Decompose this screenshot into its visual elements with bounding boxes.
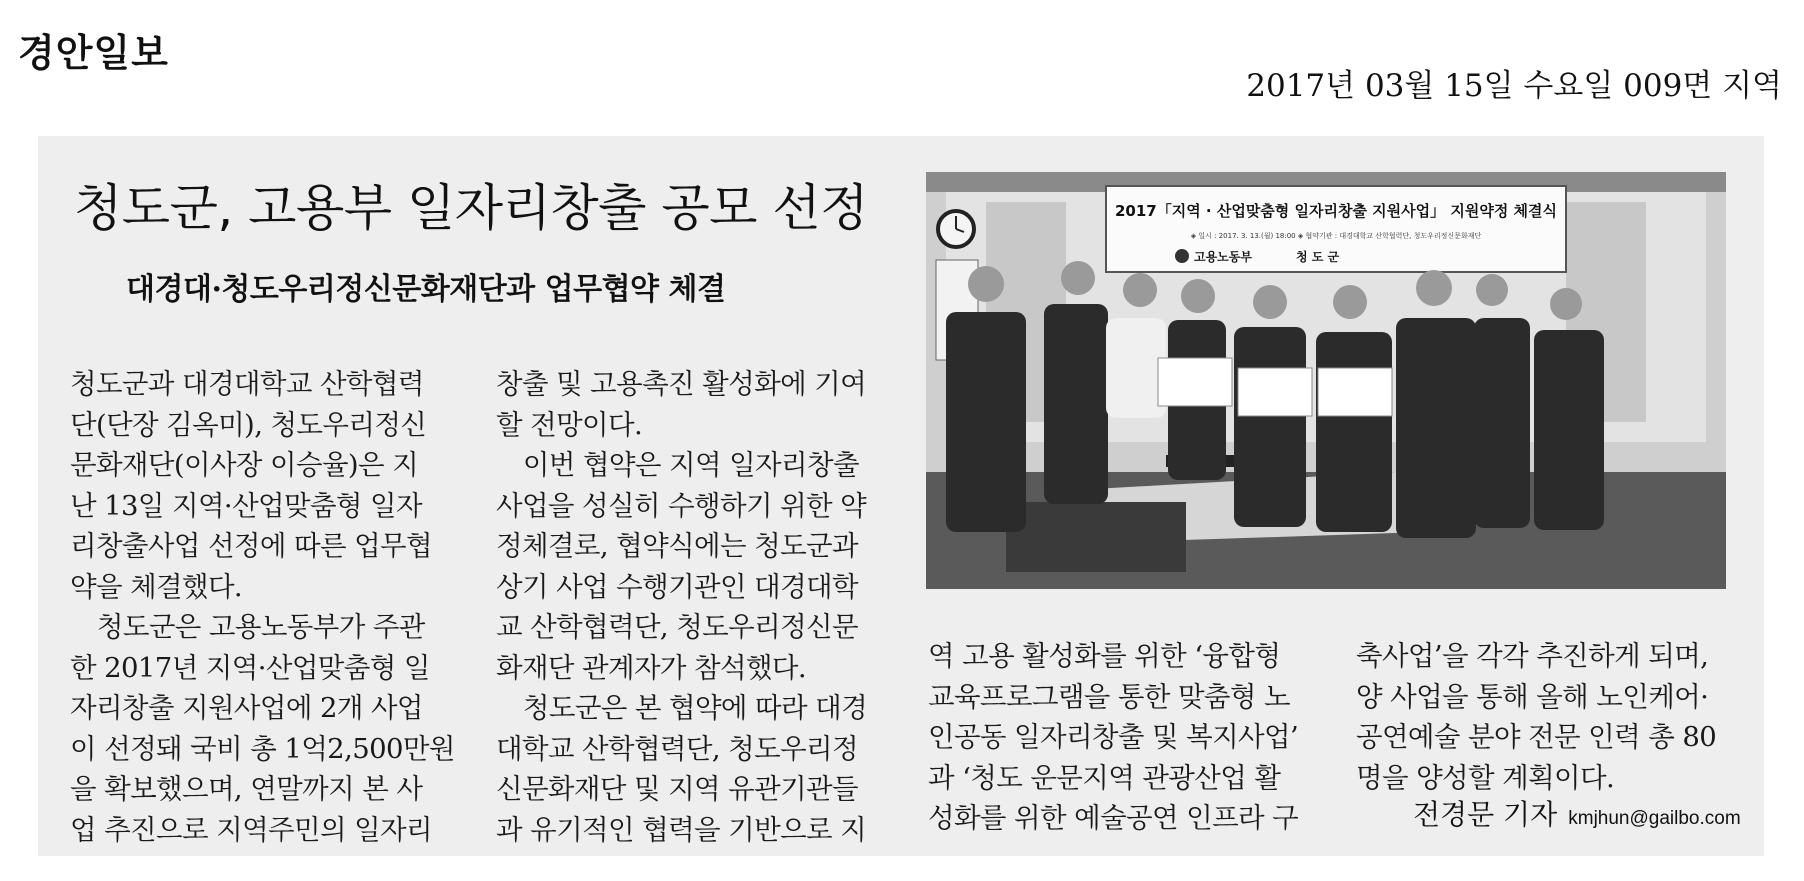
article-line: 교 산학협력단, 청도우리정신문: [496, 611, 858, 643]
article-line: 리창출사업 선정에 따른 업무협: [70, 530, 432, 562]
reporter-name: 전경문 기자: [1413, 798, 1558, 831]
banner-title: 2017「지역 · 산업맞춤형 일자리창출 지원사업」 지원약정 체결식: [1114, 202, 1558, 220]
article-line: 업 추진으로 지역주민의 일자리: [70, 813, 432, 846]
article-line: 이 선정돼 국비 총 1억2,500만원: [70, 732, 455, 765]
article-line: 자리창출 지원사업에 2개 사업: [70, 692, 423, 724]
article-line: 역 고용 활성화를 위한 ‘융합형: [928, 640, 1281, 672]
article-column-2: [496, 364, 880, 850]
article-line: 공연예술 분야 전문 인력 총 80: [1356, 721, 1717, 753]
publication-dateline: 2017년 03월 15일 수요일 009면 지역: [1246, 68, 1782, 104]
article-column-4: [1356, 636, 1736, 798]
banner-detail: ◈ 일시 : 2017. 3. 13.(월) 18:00 ◈ 협약기관 : 대경대학교 산학협력단, 청도우리정신문화재단: [1190, 232, 1482, 240]
article-line: 을 확보했으며, 연말까지 본 사: [70, 773, 423, 805]
article-line: 인공동 일자리창출 및 복지사업’: [928, 721, 1299, 753]
article-line: 과 유기적인 협력을 기반으로 지: [496, 813, 867, 846]
article-line: 명을 양성할 계획이다.: [1356, 761, 1615, 794]
article-line: 성화를 위한 예술공연 인프라 구: [928, 802, 1299, 834]
article-line: 문화재단(이사장 이승율)은 지: [70, 449, 419, 481]
article-line: 난 13일 지역·산업맞춤형 일자: [70, 489, 422, 522]
ceremony-photo-illustration: [926, 172, 1726, 589]
article-column-3: [928, 636, 1308, 839]
banner-logo-right: 청 도 군: [1296, 250, 1340, 264]
article-line: 축사업’을 각각 추진하게 되며,: [1356, 640, 1709, 672]
article-line: 대학교 산학협력단, 청도우리정: [496, 732, 858, 765]
article-column-1: [70, 364, 455, 850]
article-line: 상기 사업 수행기관인 대경대학: [496, 570, 858, 603]
article-line: 화재단 관계자가 참석했다.: [496, 651, 807, 684]
article-line: 청도군은 본 협약에 따라 대경: [496, 692, 868, 724]
article-line: 사업을 성실히 수행하기 위한 약: [496, 489, 867, 522]
article-line: 청도군과 대경대학교 산학협력: [70, 368, 424, 400]
article-subheadline: 대경대·청도우리정신문화재단과 업무협약 체결: [126, 272, 726, 307]
article-line: 할 전망이다.: [496, 408, 643, 441]
banner-logo-left: 고용노동부: [1194, 250, 1252, 264]
article-line: 교육프로그램을 통한 맞춤형 노: [928, 680, 1290, 713]
article-line: 양 사업을 통해 올해 노인케어·: [1356, 680, 1709, 713]
article-line: 정체결로, 협약식에는 청도군과: [496, 530, 858, 562]
article-headline: 청도군, 고용부 일자리창출 공모 선정: [74, 179, 868, 237]
article-line: 과 ‘청도 운문지역 관광산업 활: [928, 761, 1281, 794]
article-line: 약을 체결했다.: [70, 570, 243, 603]
ministry-logo-icon: [1175, 249, 1189, 263]
article-photo: [926, 172, 1726, 589]
newspaper-masthead: 경안일보: [18, 31, 169, 75]
article-line: 신문화재단 및 지역 유관기관들: [496, 773, 858, 805]
article-line: 단(단장 김옥미), 청도우리정신: [70, 408, 427, 441]
article-line: 청도군은 고용노동부가 주관: [70, 611, 425, 643]
article-byline: [1413, 793, 1741, 833]
article-line: 한 2017년 지역·산업맞춤형 일: [70, 651, 430, 684]
article-line: 이번 협약은 지역 일자리창출: [496, 449, 859, 481]
article-line: 창출 및 고용촉진 활성화에 기여: [496, 368, 867, 400]
reporter-email: kmjhun@gailbo.com: [1568, 808, 1741, 829]
